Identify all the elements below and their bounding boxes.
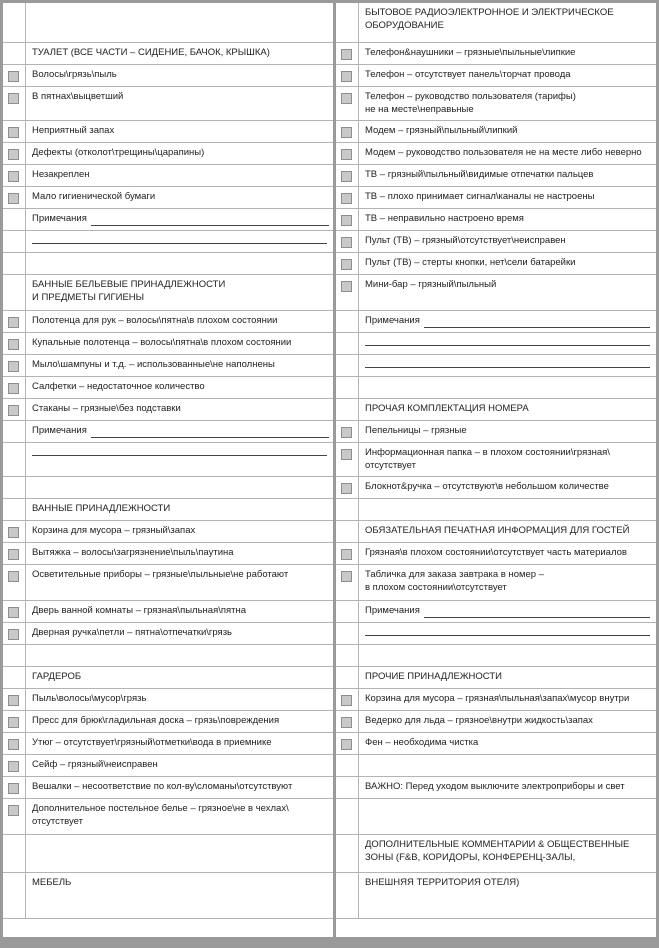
checklist-item <box>336 121 656 143</box>
checkbox[interactable] <box>8 549 19 560</box>
checkbox-cell <box>336 521 359 542</box>
section-title: ДОПОЛНИТЕЛЬНЫЕ КОММЕНТАРИИ & ОБЩЕСТВЕННЫЕ ЗОНЫ (F&B, КОРИДОРЫ, КОНФЕРЕНЦ-ЗАЛЫ, <box>365 839 630 863</box>
checkbox-cell <box>3 65 26 86</box>
checkbox[interactable] <box>8 695 19 706</box>
checkbox-cell <box>3 601 26 622</box>
item-label: Мыло\шампуны и т.д. – использованные\не наполнены <box>32 359 275 370</box>
empty-cell <box>26 477 333 498</box>
checkbox-cell <box>336 443 359 476</box>
item-label: Фен – необходима чистка <box>365 737 479 748</box>
empty-cell <box>26 835 333 872</box>
notes-field[interactable] <box>359 623 656 644</box>
checkbox[interactable] <box>8 171 19 182</box>
checkbox[interactable] <box>8 405 19 416</box>
section-header <box>336 667 656 689</box>
checkbox[interactable] <box>341 49 352 60</box>
checkbox[interactable] <box>8 93 19 104</box>
checkbox-cell <box>336 499 359 520</box>
blank-row <box>336 645 656 667</box>
checklist-item <box>3 355 333 377</box>
checkbox-cell <box>3 275 26 310</box>
item-label: Модем – руководство пользователя не на месте либо неверно <box>365 147 642 158</box>
item-label: Телефон – руководство пользователя (тарифы) не на месте\неправьные <box>365 91 576 115</box>
checkbox[interactable] <box>341 427 352 438</box>
notes-line-row <box>336 623 656 645</box>
checklist-item <box>336 87 656 121</box>
blank-row <box>3 645 333 667</box>
notes-label: Примечания <box>32 425 87 436</box>
checkbox[interactable] <box>341 571 352 582</box>
item-label: Пульт (ТВ) – грязный\отсутствует\неисправен <box>365 235 566 246</box>
blank-row <box>3 835 333 873</box>
notes-line-row <box>3 231 333 253</box>
empty-cell <box>26 253 333 274</box>
checklist-item <box>336 209 656 231</box>
empty-cell <box>359 799 656 834</box>
item-label: Утюг – отсутствует\грязный\отметки\вода в приемнике <box>32 737 272 748</box>
checkbox[interactable] <box>8 317 19 328</box>
item-label: Модем – грязный\пыльный\липкий <box>365 125 518 136</box>
checkbox-cell <box>3 873 26 918</box>
item-label: Вытяжка – волосы\загрязнение\пыль\паутина <box>32 547 234 558</box>
checklist-item <box>3 521 333 543</box>
checkbox[interactable] <box>341 171 352 182</box>
item-label: Дверная ручка\петли – пятна\отпечатки\грязь <box>32 627 233 638</box>
blank-row <box>336 755 656 777</box>
checkbox-cell <box>336 143 359 164</box>
empty-cell <box>359 377 656 398</box>
notes-line-row <box>336 355 656 377</box>
empty-cell <box>359 645 656 666</box>
checkbox[interactable] <box>8 761 19 772</box>
notes-label: Примечания <box>365 315 420 326</box>
item-label: ТВ – плохо принимает сигнал\каналы не настроены <box>365 191 595 202</box>
notes-underline <box>365 359 650 368</box>
item-label: Корзина для мусора – грязный\запах <box>32 525 196 536</box>
checklist-item <box>336 733 656 755</box>
notes-underline <box>424 608 650 618</box>
checkbox[interactable] <box>8 361 19 372</box>
checkbox-cell <box>3 733 26 754</box>
section-title: МЕБЕЛЬ <box>32 877 72 888</box>
notes-row <box>336 311 656 333</box>
checkbox[interactable] <box>8 571 19 582</box>
notes-label: Примечания <box>32 213 87 224</box>
section-header <box>336 777 656 799</box>
checkbox[interactable] <box>341 483 352 494</box>
notes-field[interactable] <box>26 443 333 476</box>
checklist-item <box>3 333 333 355</box>
checkbox[interactable] <box>341 93 352 104</box>
checkbox-cell <box>3 835 26 872</box>
notes-underline <box>365 337 650 346</box>
item-label: Вешалки – несоответствие по кол-ву\сломаны\отсутствуют <box>32 781 293 792</box>
checkbox-cell <box>336 835 359 872</box>
item-label: Ведерко для льда – грязное\внутри жидкость\запах <box>365 715 593 726</box>
checkbox[interactable] <box>341 71 352 82</box>
checkbox[interactable] <box>341 717 352 728</box>
item-label: Табличка для заказа завтрака в номер – в плохом состоянии\отсутствует <box>365 569 545 593</box>
checklist-item <box>3 799 333 835</box>
checklist-item <box>3 165 333 187</box>
section-title: ВАННЫЕ ПРИНАДЛЕЖНОСТИ <box>32 503 171 514</box>
checkbox-cell <box>336 733 359 754</box>
section-header <box>336 873 656 919</box>
checklist-item <box>336 253 656 275</box>
checkbox-cell <box>336 187 359 208</box>
checkbox[interactable] <box>8 339 19 350</box>
item-label: Незакреплен <box>32 169 90 180</box>
checkbox[interactable] <box>341 695 352 706</box>
item-label: Мини-бар – грязный\пыльный <box>365 279 497 290</box>
checkbox[interactable] <box>341 549 352 560</box>
checkbox-cell <box>3 43 26 64</box>
checklist-item <box>3 399 333 421</box>
checkbox-cell <box>336 477 359 498</box>
checkbox-cell <box>3 421 26 442</box>
checkbox-cell <box>3 87 26 120</box>
checkbox-cell <box>336 645 359 666</box>
notes-field[interactable] <box>359 355 656 376</box>
checkbox-cell <box>3 253 26 274</box>
item-label: Неприятный запах <box>32 125 115 136</box>
item-label: Дверь ванной комнаты – грязная\пыльная\пятна <box>32 605 247 616</box>
checklist-item <box>336 231 656 253</box>
checkbox[interactable] <box>8 527 19 538</box>
empty-cell <box>359 499 656 520</box>
section-header <box>336 3 656 43</box>
checklist-item <box>3 601 333 623</box>
section-header <box>3 43 333 65</box>
checkbox[interactable] <box>341 259 352 270</box>
checkbox[interactable] <box>8 607 19 618</box>
section-title: БЫТОВОЕ РАДИОЭЛЕКТРОННОЕ И ЭЛЕКТРИЧЕСКОЕ ОБОРУДОВАНИЕ <box>365 7 614 31</box>
section-title: ВАЖНО: Перед уходом выключите электроприборы и свет <box>365 781 625 792</box>
checkbox-cell <box>3 333 26 354</box>
item-label: Осветительные приборы – грязные\пыльные\не работают <box>32 569 289 580</box>
checklist-item <box>3 755 333 777</box>
item-label: Пепельницы – грязные <box>365 425 467 436</box>
checkbox-cell <box>336 601 359 622</box>
checklist-item <box>336 275 656 311</box>
item-label: Салфетки – недостаточное количество <box>32 381 205 392</box>
checkbox[interactable] <box>8 805 19 816</box>
checkbox[interactable] <box>8 717 19 728</box>
notes-underline <box>32 235 327 244</box>
section-title: ВНЕШНЯЯ ТЕРРИТОРИЯ ОТЕЛЯ) <box>365 877 520 888</box>
checkbox-cell <box>3 543 26 564</box>
notes-field[interactable] <box>359 311 656 332</box>
checklist-item <box>336 421 656 443</box>
checkbox[interactable] <box>341 739 352 750</box>
checkbox-cell <box>336 711 359 732</box>
checkbox-cell <box>336 3 359 42</box>
item-label: ТВ – грязный\пыльный\видимые отпечатки пальцев <box>365 169 594 180</box>
section-title: ГАРДЕРОБ <box>32 671 82 682</box>
checkbox-cell <box>3 143 26 164</box>
checkbox-cell <box>336 209 359 230</box>
checkbox[interactable] <box>8 193 19 204</box>
item-label: Купальные полотенца – волосы\пятна\в плохом состоянии <box>32 337 292 348</box>
empty-cell <box>359 755 656 776</box>
checkbox-cell <box>336 565 359 600</box>
checkbox[interactable] <box>8 383 19 394</box>
checkbox-cell <box>3 755 26 776</box>
blank-row <box>336 377 656 399</box>
checkbox-cell <box>3 355 26 376</box>
checkbox-cell <box>336 667 359 688</box>
notes-row <box>336 601 656 623</box>
empty-cell <box>26 645 333 666</box>
item-label: Волосы\грязь\пыль <box>32 69 117 80</box>
checkbox-cell <box>336 623 359 644</box>
section-title: ТУАЛЕТ (ВСЕ ЧАСТИ – СИДЕНИЕ, БАЧОК, КРЫШКА) <box>32 47 270 58</box>
section-header <box>336 521 656 543</box>
checkbox-cell <box>3 187 26 208</box>
checklist-item <box>336 143 656 165</box>
notes-row <box>3 421 333 443</box>
checkbox-cell <box>336 755 359 776</box>
checkbox-cell <box>3 209 26 230</box>
checkbox-cell <box>336 311 359 332</box>
blank-row <box>336 799 656 835</box>
checkbox-cell <box>3 689 26 710</box>
item-label: Сейф – грязный\неисправен <box>32 759 158 770</box>
checkbox[interactable] <box>341 449 352 460</box>
checkbox-cell <box>336 121 359 142</box>
bottom-margin <box>0 937 659 948</box>
checkbox-cell <box>336 231 359 252</box>
section-header <box>3 873 333 919</box>
checkbox-cell <box>336 689 359 710</box>
section-title: ПРОЧАЯ КОМПЛЕКТАЦИЯ НОМЕРА <box>365 403 529 414</box>
checkbox-cell <box>3 165 26 186</box>
notes-line-row <box>3 443 333 477</box>
checklist-item <box>336 565 656 601</box>
notes-field[interactable] <box>26 421 333 442</box>
notes-field[interactable] <box>359 601 656 622</box>
checkbox-cell <box>3 499 26 520</box>
notes-underline <box>424 318 650 328</box>
notes-label: Примечания <box>365 605 420 616</box>
item-label: Дефекты (отколот\трещины\царапины) <box>32 147 205 158</box>
checkbox[interactable] <box>8 629 19 640</box>
checkbox-cell <box>3 711 26 732</box>
checkbox-cell <box>336 87 359 120</box>
checklist-item <box>3 733 333 755</box>
checklist-item <box>3 689 333 711</box>
checkbox-cell <box>3 3 26 42</box>
blank-row <box>336 499 656 521</box>
checklist-item <box>3 121 333 143</box>
checklist-item <box>336 187 656 209</box>
checkbox[interactable] <box>341 149 352 160</box>
section-title: ОБЯЗАТЕЛЬНАЯ ПЕЧАТНАЯ ИНФОРМАЦИЯ ДЛЯ ГОСТЕЙ <box>365 525 630 536</box>
checkbox-cell <box>336 165 359 186</box>
section-title: ПРОЧИЕ ПРИНАДЛЕЖНОСТИ <box>365 671 502 682</box>
checkbox-cell <box>336 65 359 86</box>
checkbox-cell <box>336 873 359 918</box>
checklist-item <box>3 143 333 165</box>
checkbox-cell <box>3 443 26 476</box>
checklist-item <box>3 187 333 209</box>
checkbox-cell <box>3 477 26 498</box>
item-label: Стаканы – грязные\без подставки <box>32 403 181 414</box>
checkbox-cell <box>3 121 26 142</box>
checklist-item <box>336 477 656 499</box>
right-column <box>336 3 656 919</box>
checklist-item <box>3 543 333 565</box>
notes-row <box>3 209 333 231</box>
checklist-item <box>3 565 333 601</box>
checkbox-cell <box>3 623 26 644</box>
checkbox-cell <box>3 645 26 666</box>
checklist-sheet <box>3 3 656 937</box>
item-label: Мало гигиенической бумаги <box>32 191 156 202</box>
item-label: Пульт (ТВ) – стерты кнопки, нет\сели батарейки <box>365 257 576 268</box>
item-label: Полотенца для рук – волосы\пятна\в плохом состоянии <box>32 315 278 326</box>
item-label: Пыль\волосы\мусор\грязь <box>32 693 147 704</box>
checkbox-cell <box>336 253 359 274</box>
item-label: Грязная\в плохом состоянии\отсутствует часть материалов <box>365 547 627 558</box>
checkbox-cell <box>3 565 26 600</box>
notes-underline <box>32 447 327 456</box>
item-label: Блокнот&ручка – отсутствуют\в небольшом количестве <box>365 481 609 492</box>
checklist-item <box>3 311 333 333</box>
checkbox-cell <box>336 43 359 64</box>
checklist-item <box>336 65 656 87</box>
item-label: Пресс для брюк\гладильная доска – грязь\повреждения <box>32 715 280 726</box>
section-header <box>336 399 656 421</box>
item-label: Телефон&наушники – грязные\пыльные\липкие <box>365 47 576 58</box>
section-header <box>3 667 333 689</box>
notes-field[interactable] <box>26 231 333 252</box>
checkbox-cell <box>3 667 26 688</box>
checkbox-cell <box>336 275 359 310</box>
checklist-item <box>3 777 333 799</box>
checkbox[interactable] <box>341 281 352 292</box>
checklist-item <box>3 87 333 121</box>
item-label: В пятнах\выцветший <box>32 91 124 102</box>
checkbox-cell <box>3 521 26 542</box>
checkbox-cell <box>336 333 359 354</box>
item-label: Телефон – отсутствует панель\торчат провода <box>365 69 571 80</box>
checkbox-cell <box>3 799 26 834</box>
section-header <box>3 499 333 521</box>
left-column <box>3 3 333 919</box>
checkbox-cell <box>3 777 26 798</box>
checkbox[interactable] <box>341 237 352 248</box>
checkbox[interactable] <box>341 193 352 204</box>
checkbox-cell <box>336 799 359 834</box>
checklist-item <box>336 689 656 711</box>
checklist-item <box>336 443 656 477</box>
blank-row <box>3 477 333 499</box>
checklist-item <box>336 711 656 733</box>
checkbox-cell <box>336 543 359 564</box>
checklist-item <box>336 43 656 65</box>
checkbox[interactable] <box>8 127 19 138</box>
notes-line-row <box>336 333 656 355</box>
empty-cell <box>26 3 333 42</box>
checkbox-cell <box>336 777 359 798</box>
section-title: БАННЫЕ БЕЛЬЕВЫЕ ПРИНАДЛЕЖНОСТИ И ПРЕДМЕТЫ ГИГИЕНЫ <box>32 279 226 303</box>
checkbox-cell <box>3 311 26 332</box>
checklist-item <box>336 165 656 187</box>
item-label: Дополнительное постельное белье – грязное\не в чехлах\ отсутствует <box>32 803 289 827</box>
item-label: ТВ – неправильно настроено время <box>365 213 524 224</box>
checkbox-cell <box>336 355 359 376</box>
checkbox-cell <box>3 399 26 420</box>
notes-underline <box>365 627 650 636</box>
checkbox[interactable] <box>8 71 19 82</box>
checkbox[interactable] <box>8 149 19 160</box>
checkbox-cell <box>336 377 359 398</box>
checkbox-cell <box>3 377 26 398</box>
checklist-item <box>3 377 333 399</box>
checkbox[interactable] <box>341 215 352 226</box>
checklist-item <box>3 65 333 87</box>
checklist-item <box>3 711 333 733</box>
checklist-item <box>3 623 333 645</box>
notes-underline <box>91 216 329 226</box>
notes-underline <box>91 428 329 438</box>
checkbox[interactable] <box>8 739 19 750</box>
blank-row <box>3 3 333 43</box>
checklist-item <box>336 543 656 565</box>
notes-field[interactable] <box>26 209 333 230</box>
item-label: Информационная папка – в плохом состоянии\грязная\ отсутствует <box>365 447 610 471</box>
checkbox[interactable] <box>8 783 19 794</box>
checkbox-cell <box>3 231 26 252</box>
checkbox-cell <box>336 399 359 420</box>
checkbox[interactable] <box>341 127 352 138</box>
blank-row <box>3 253 333 275</box>
checkbox-cell <box>336 421 359 442</box>
item-label: Корзина для мусора – грязная\пыльная\запах\мусор внутри <box>365 693 630 704</box>
section-header <box>3 275 333 311</box>
section-header <box>336 835 656 873</box>
notes-field[interactable] <box>359 333 656 354</box>
